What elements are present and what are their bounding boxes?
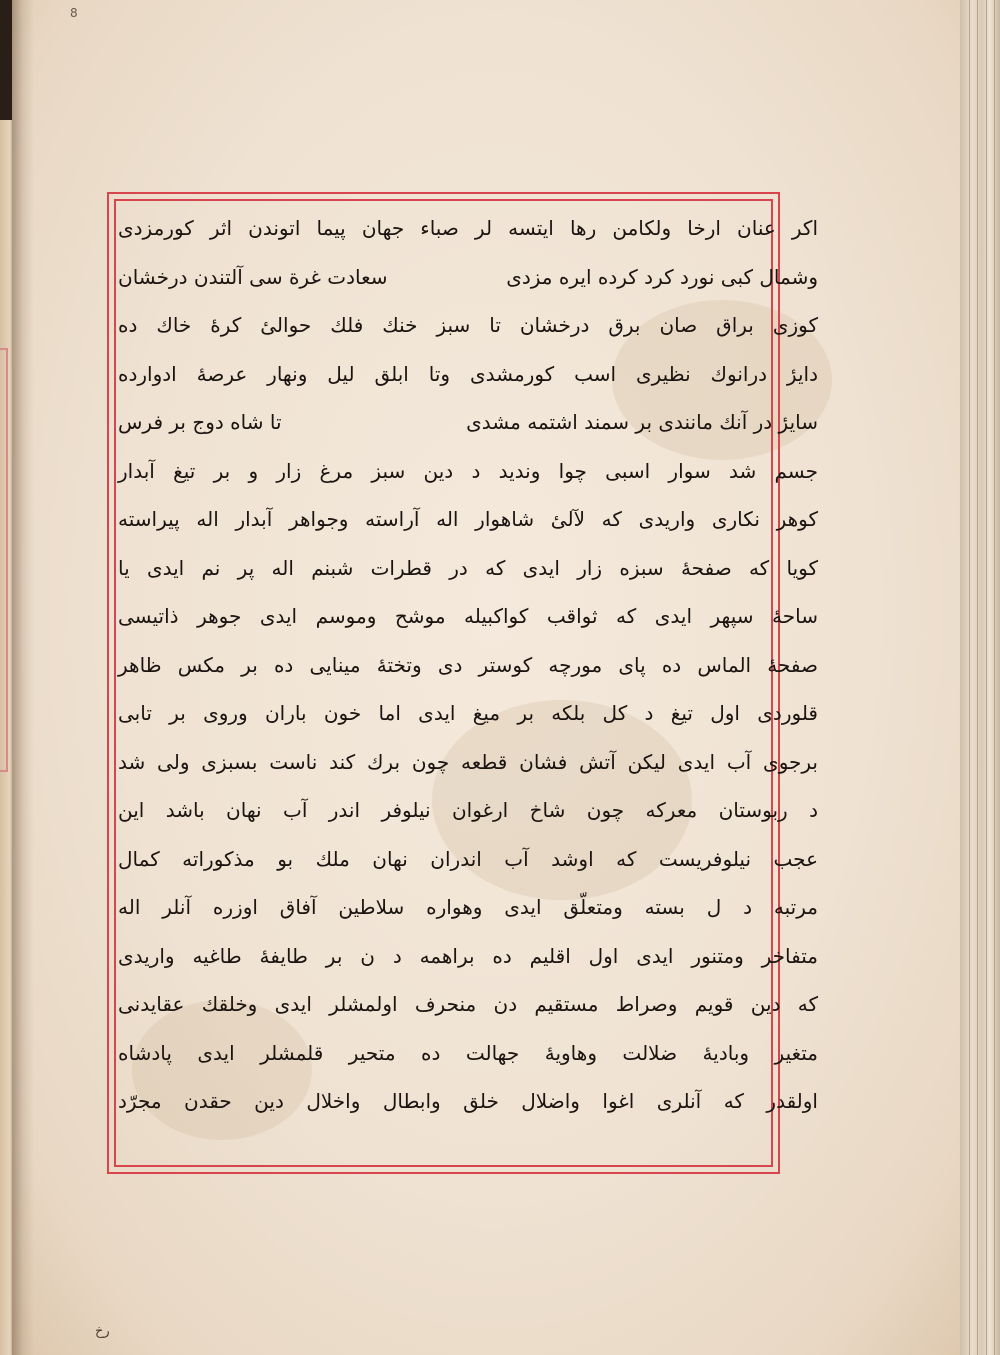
page-edge-line bbox=[994, 0, 995, 1355]
text-line: جسم شد سوار اسبی چوا وندید د دین سبز مرغ زار و بر تیغ آبدار bbox=[118, 458, 818, 483]
text-segment: سایرٔ در آنك مانندی بر سمند اشتمه مشدی bbox=[466, 410, 818, 434]
gutter-shadow bbox=[12, 0, 34, 1355]
text-line: قلوردی اول تیغ د کل بلکه بر میغ ایدی اما خون باران وروی بر تابی bbox=[118, 701, 818, 725]
text-line: صفحهٔ الماس ده پای مورچه کوستر دی وتختهٔ مینایی ده بر مکس ظاهر bbox=[118, 652, 818, 677]
text-segment: سعادت غرة سی آلتندن درخشان bbox=[118, 264, 388, 289]
text-line: متغیر وبادیهٔ ضلالت وهاویهٔ جهالت ده متحیر قلمشلر ایدی پادشاه bbox=[118, 1040, 818, 1065]
text-line: اکر عنان ارخا ولکامن رها ایتسه لر صباء جهان پیما اتوندن اثر کورمزدی bbox=[118, 216, 818, 240]
text-block bbox=[118, 204, 818, 1164]
text-line: کوهر نکاری واریدی که لآلیٔ شاهوار اله آراسته وجواهر آبدار اله پیراسته bbox=[118, 507, 818, 531]
text-line: د ربوستان معرکه چون شاخ ارغوان نیلوفر اندر آب نهان باشد این bbox=[118, 798, 818, 822]
previous-leaf-ruling bbox=[0, 348, 8, 772]
text-line: کویا که صفحهٔ سبزه زار ایدی که در قطرات شبنم اله پر نم ایدی یا bbox=[118, 555, 818, 580]
text-line bbox=[118, 398, 818, 447]
page-edge-line bbox=[969, 0, 970, 1355]
text-line: ساحهٔ سپهر ایدی که ثواقب کواکبیله موشح وموسم ایدی جوهر ذاتیسی bbox=[118, 604, 818, 628]
text-line: مرتبه د ل بسته ومتعلّق ایدی وهواره سلاطین آفاق اوزره آنلر اله bbox=[118, 895, 818, 919]
page-mark: 8 bbox=[70, 6, 78, 20]
page-edge-line bbox=[986, 0, 987, 1355]
catchword: رخ bbox=[95, 1324, 110, 1339]
text-line: برجوی آب ایدی لیکن آتش فشان قطعه چون برك کند ناست بسبزی ولی شد bbox=[118, 749, 818, 774]
text-segment: وشمال کبی نورد کرد کرده ایره مزدی bbox=[506, 264, 818, 289]
text-segment: تا شاه دوج بر فرس bbox=[118, 410, 282, 434]
text-line: دایرٔ درانوك نظیری اسب کورمشدی وتا ابلق لیل ونهار عرصهٔ ادوارده bbox=[118, 361, 818, 386]
text-line: که دین قویم وصراط مستقیم دن منحرف اولمشلر ایدی وخلقك عقایدنی bbox=[118, 992, 818, 1016]
text-line bbox=[118, 253, 818, 302]
page-edge-line bbox=[977, 0, 978, 1355]
text-line: عجب نیلوفریست که اوشد آب اندران نهان ملك بو مذکوراته کمال bbox=[118, 846, 818, 871]
text-line: کوزی براق صان برق درخشان تا سبز خنك فلك حوالیٔ کرهٔ خاك ده bbox=[118, 313, 818, 337]
following-pages-edge bbox=[960, 0, 1000, 1355]
text-line: اولقدر که آنلری اغوا واضلال خلق وابطال واخلال دین حقدن مجرّد bbox=[118, 1089, 818, 1113]
text-line: متفاخر ومتنور ایدی اول اقلیم ده براهمه د ن بر طایفهٔ طاغیه واریدی bbox=[118, 943, 818, 968]
